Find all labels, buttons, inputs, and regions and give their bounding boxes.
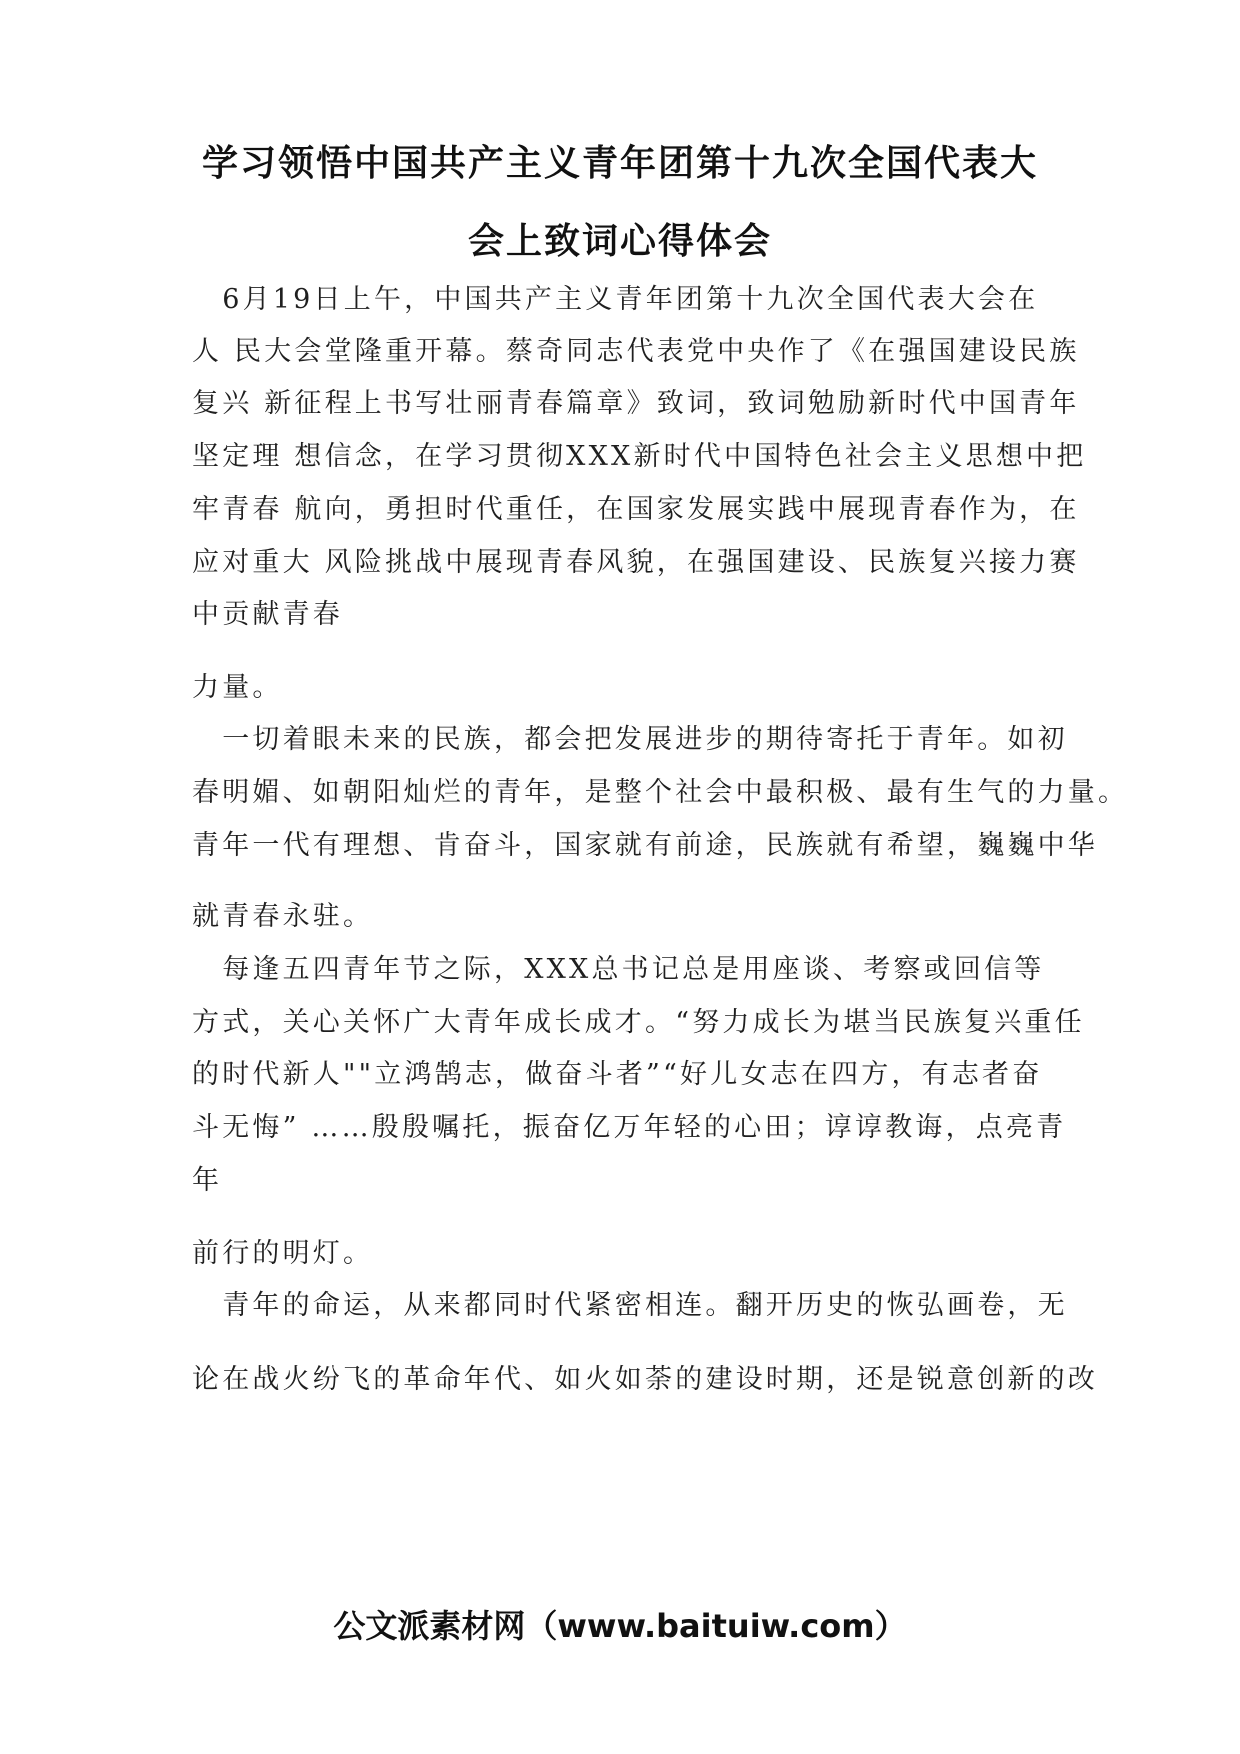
body-line: 的时代新人""立鸿鹄志，做奋斗者”“好儿女志在四方，有志者奋 (192, 1059, 1043, 1090)
body-line: 方式，关心关怀广大青年成长成才。“努力成长为堪当民族复兴重任 (192, 1007, 1085, 1038)
site-footer-watermark: 公文派素材网（www.baituiw.com） (333, 1607, 907, 1645)
body-line: 就青春永驻。 (192, 901, 374, 932)
body-line: 斗无悔” ……殷殷嘱托，振奋亿万年轻的心田；谆谆教诲，点亮青 (192, 1112, 1067, 1143)
document-title-line-1: 学习领悟中国共产主义青年团第十九次全国代表大 (201, 143, 1038, 184)
document-title-line-2: 会上致词心得体会 (467, 221, 772, 262)
body-line: 青年一代有理想、肯奋斗，国家就有前途，民族就有希望，巍巍中华 (192, 830, 1098, 861)
body-line: 每逢五四青年节之际，XXX总书记总是用座谈、考察或回信等 (192, 954, 1045, 985)
body-line: 春明媚、如朝阳灿烂的青年，是整个社会中最积极、最有生气的力量。 (192, 777, 1129, 808)
body-line: 复兴 新征程上书写壮丽青春篇章》致词，致词勉励新时代中国青年 (192, 388, 1080, 419)
body-line: 中贡献青春 (192, 599, 343, 630)
body-line: 力量。 (192, 672, 283, 703)
body-line: 青年的命运，从来都同时代紧密相连。翻开历史的恢弘画卷，无 (192, 1290, 1068, 1321)
body-line: 一切着眼未来的民族，都会把发展进步的期待寄托于青年。如初 (192, 724, 1068, 755)
body-line: 坚定理 想信念，在学习贯彻XXX新时代中国特色社会主义思想中把 (192, 441, 1087, 472)
body-line: 应对重大 风险挑战中展现青春风貌，在强国建设、民族复兴接力赛 (192, 547, 1080, 578)
body-line: 论在战火纷飞的革命年代、如火如荼的建设时期，还是锐意创新的改 (192, 1364, 1098, 1395)
body-line: 前行的明灯。 (192, 1238, 374, 1269)
body-line: 人 民大会堂隆重开幕。蔡奇同志代表党中央作了《在强国建设民族 (192, 336, 1080, 367)
body-line: 年 (192, 1165, 223, 1196)
body-line: 6月19日上午，中国共产主义青年团第十九次全国代表大会在 (192, 284, 1039, 315)
body-line: 牢青春 航向，勇担时代重任，在国家发展实践中展现青春作为，在 (192, 494, 1080, 525)
